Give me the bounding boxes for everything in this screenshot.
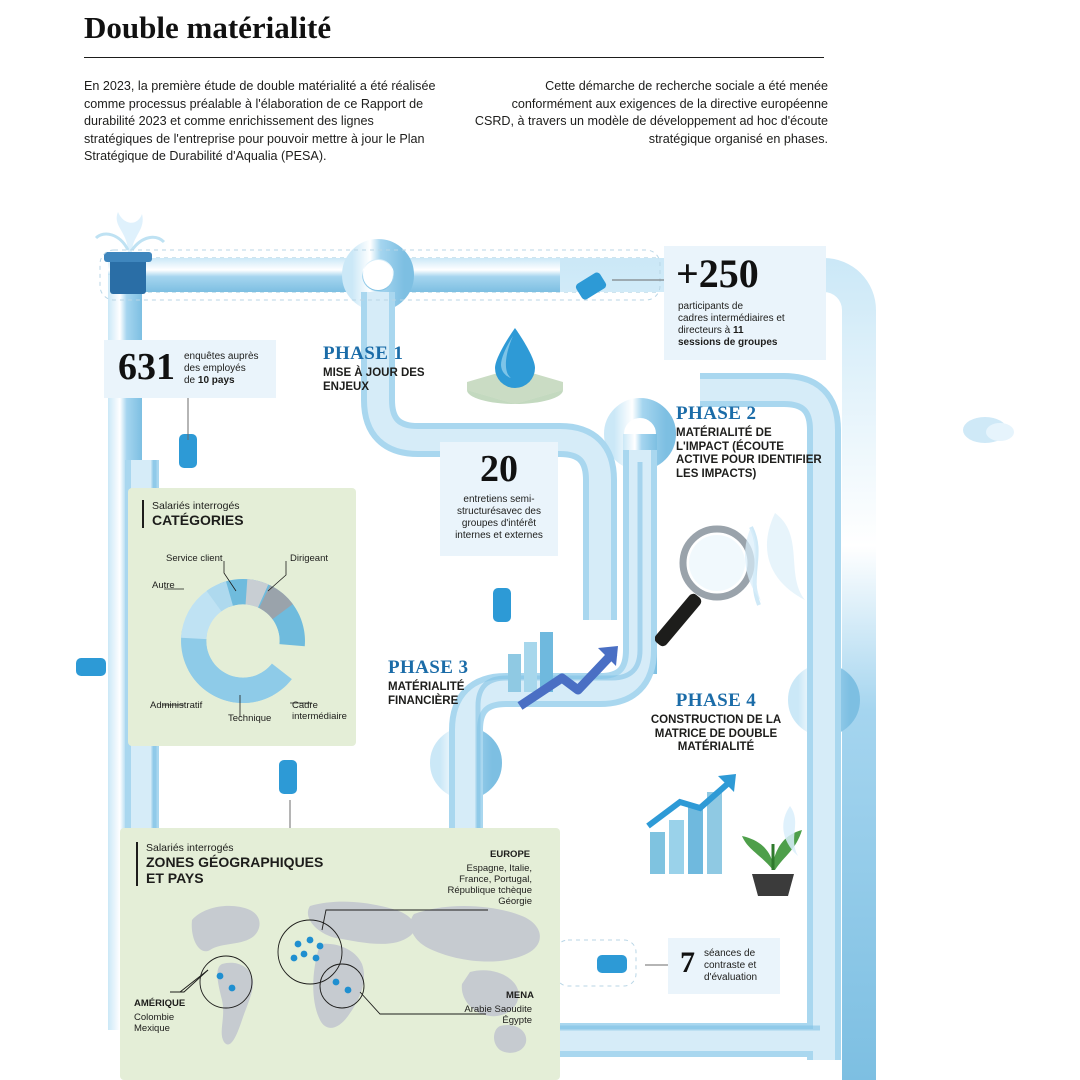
sessions-line2: contraste et bbox=[704, 960, 757, 971]
europe-countries: Espagne, Italie, France, Portugal, République tchèque Géorgie bbox=[447, 863, 532, 907]
label-autre: Autre bbox=[152, 580, 175, 591]
geo-eyebrow: Salariés interrogés bbox=[146, 842, 234, 854]
mena-title: MENA bbox=[506, 990, 534, 1001]
phase-2-subtitle: MATÉRIALITÉ DE L'IMPACT (ÉCOUTE ACTIVE POUR IDENTIFIER LES IMPACTS) bbox=[676, 427, 822, 480]
sessions-line1: séances de bbox=[704, 948, 756, 959]
donut-leader-lines bbox=[140, 545, 360, 730]
intro-paragraph-right: Cette démarche de recherche sociale a été menée conformément aux exigences de la directive européenne CSRD, à travers un modèle de développement ad hoc d'écoute stratégique organisé en phases. bbox=[474, 79, 828, 146]
water-drop-pedestal-icon bbox=[455, 320, 575, 410]
stat-card-sessions bbox=[668, 938, 780, 994]
interviews-line2: structurésavec des bbox=[457, 506, 541, 517]
phase-1-subtitle: MISE À JOUR DES ENJEUX bbox=[323, 367, 425, 393]
intro-paragraph-left: En 2023, la première étude de double matérialité a été réalisée comme processus préalable à l'élaboration de ce Rapport de durabilité 2023 et comme enrichissement des lignes stratégiques de l'entreprise pour pouvoir mettre à jour le Plan Stratégique de Durabilité d'Aqualia (PESA). bbox=[84, 79, 436, 163]
water-outlet-icon bbox=[963, 417, 1014, 443]
categories-title: CATÉGORIES bbox=[152, 512, 244, 528]
surveys-line2: des employés bbox=[184, 363, 246, 374]
label-cadre-intermediaire: Cadre intermédiaire bbox=[292, 700, 347, 722]
label-administratif: Administratif bbox=[150, 700, 203, 711]
bar-chart-arrow-icon bbox=[500, 628, 630, 718]
mena-countries: Arabie Saoudite Égypte bbox=[464, 1004, 532, 1026]
europe-title: EUROPE bbox=[490, 849, 531, 860]
page-title: Double matérialité bbox=[84, 10, 332, 45]
stat-card-participants bbox=[664, 246, 826, 360]
sessions-line3: d'évaluation bbox=[704, 972, 758, 983]
label-service-client: Service client bbox=[166, 553, 223, 564]
world-map bbox=[170, 880, 560, 1070]
participants-line4: sessions de groupes bbox=[678, 337, 778, 348]
phase-1-block bbox=[323, 343, 473, 394]
stat-card-interviews bbox=[440, 442, 558, 556]
label-technique: Technique bbox=[228, 713, 272, 724]
phase-3-subtitle: MATÉRIALITÉ FINANCIÈRE bbox=[388, 681, 465, 707]
surveys-number: 631 bbox=[118, 346, 175, 388]
valve-chip-mid bbox=[493, 588, 511, 622]
phase-4-title: PHASE 4 bbox=[675, 690, 757, 711]
surveys-line1: enquêtes auprès bbox=[184, 351, 259, 362]
surveys-line3-pre: de bbox=[184, 375, 198, 386]
amerique-countries: Colombie Mexique bbox=[134, 1012, 175, 1034]
participants-line1: participants de bbox=[678, 301, 744, 312]
magnifier-icon bbox=[655, 505, 835, 665]
label-dirigeant: Dirigeant bbox=[290, 553, 329, 564]
phase-2-block bbox=[676, 403, 826, 481]
valve-chip-far-left bbox=[76, 658, 106, 676]
categories-eyebrow: Salariés interrogés bbox=[152, 500, 240, 512]
phase-1-title: PHASE 1 bbox=[323, 343, 404, 364]
phase-3-title: PHASE 3 bbox=[388, 657, 469, 678]
participants-number: +250 bbox=[676, 251, 759, 296]
interviews-line3: groupes d'intérêt bbox=[461, 518, 537, 529]
amerique-title: AMÉRIQUE bbox=[134, 998, 186, 1009]
interviews-line4: internes et externes bbox=[455, 530, 543, 541]
geo-title-line2: ET PAYS bbox=[146, 870, 204, 886]
geo-title-line1: ZONES GÉOGRAPHIQUES bbox=[146, 854, 324, 870]
interviews-number: 20 bbox=[480, 448, 518, 490]
sessions-number: 7 bbox=[680, 946, 695, 979]
phase-4-block bbox=[636, 690, 796, 755]
phase-4-subtitle: CONSTRUCTION DE LA MATRICE DE DOUBLE MATÉRIALITÉ bbox=[650, 714, 782, 753]
participants-line2: cadres intermédiaires et bbox=[678, 313, 785, 324]
growth-plant-icon bbox=[640, 770, 820, 900]
stat-card-surveys bbox=[104, 340, 276, 398]
participants-line3-bold: 11 bbox=[733, 325, 744, 336]
participants-line3-pre: directeurs à bbox=[678, 325, 734, 336]
interviews-line1: entretiens semi- bbox=[463, 494, 535, 505]
surveys-line3-bold: 10 pays bbox=[197, 375, 235, 386]
valve-chip-bottom bbox=[597, 955, 627, 973]
valve-chip-lower-left bbox=[279, 760, 297, 794]
phase-2-title: PHASE 2 bbox=[676, 403, 757, 424]
